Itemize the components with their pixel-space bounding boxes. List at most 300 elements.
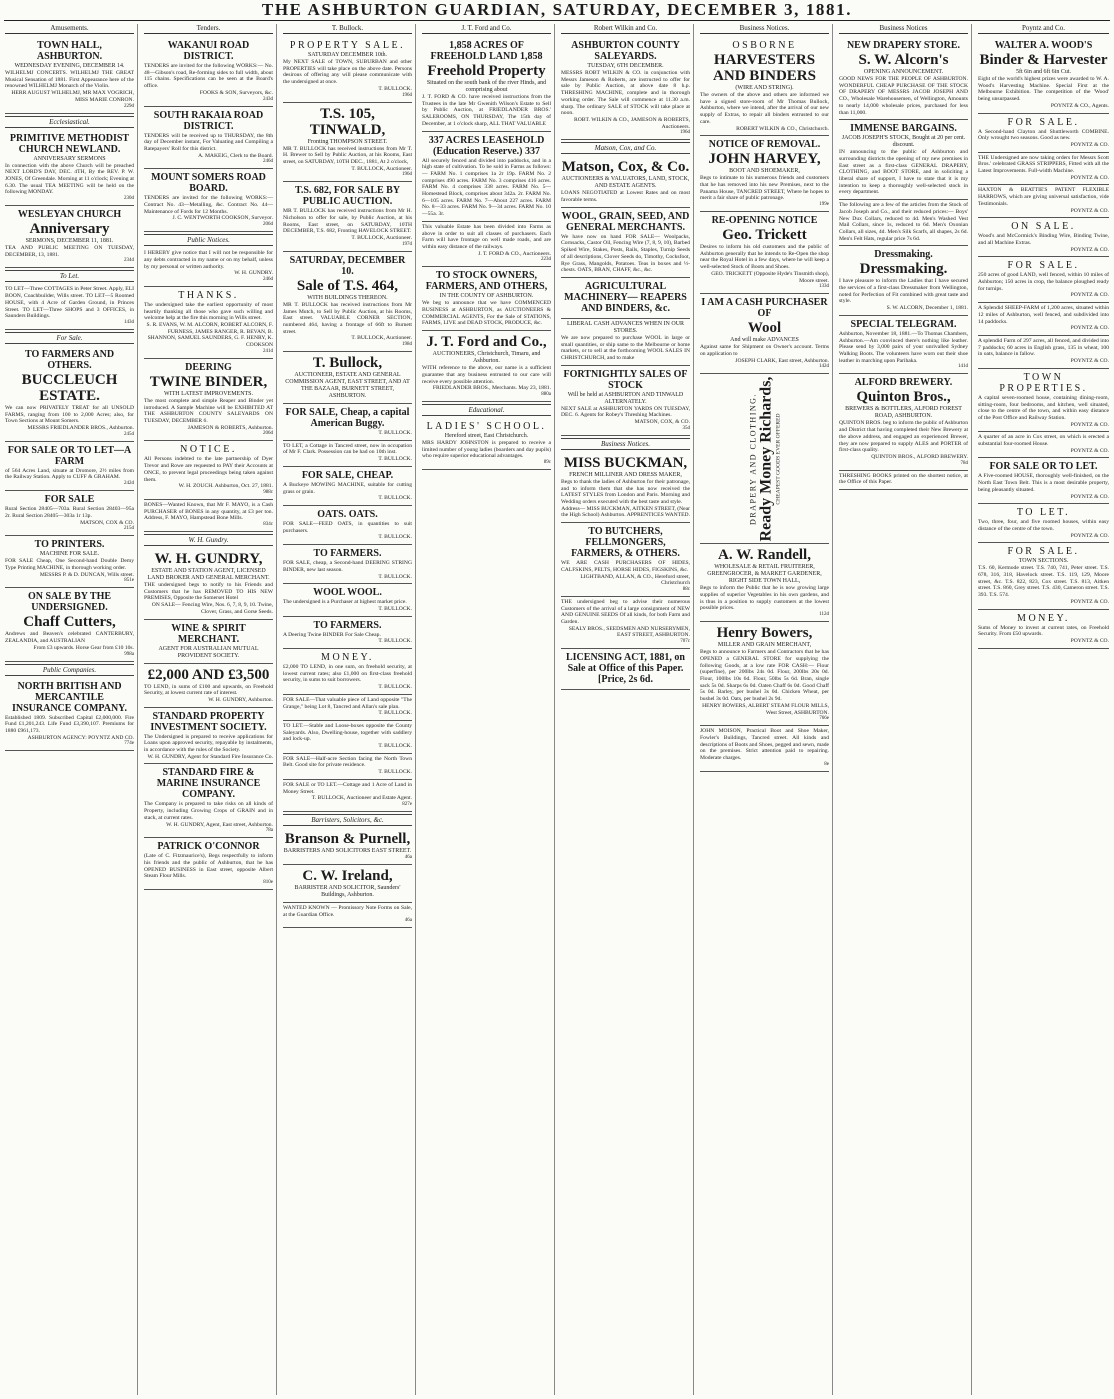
- ad-signature: A. MAKEIG, Clerk to the Board.: [198, 152, 273, 159]
- advertisement: [144, 500, 273, 532]
- ad-title: LADIES' SCHOOL.: [426, 420, 547, 432]
- advertisement: [283, 780, 412, 812]
- section-heading: Public Companies.: [5, 664, 134, 676]
- ad-title: STANDARD FIRE & MARINE INSURANCE COMPANY.: [156, 767, 261, 801]
- ad-body-text: FOR SALE—FEED OATS, in quantities to suit purchasers.: [283, 520, 412, 534]
- advertisement: [700, 294, 829, 374]
- advertisement: [978, 114, 1109, 153]
- ad-signature: MESSRS P. & D. DUNCAN, Wills street.: [39, 571, 134, 578]
- column-heading: Robert Wilkin and Co.: [561, 24, 690, 34]
- ad-title: Dressmaking.: [874, 249, 933, 261]
- advertisement: [283, 506, 412, 545]
- ad-code: 88c: [682, 586, 690, 592]
- ad-signature: HERR AUGUST WILHELMJ, MR MAX VOGRICH, MISS MARIE CONRON.: [11, 90, 134, 103]
- ad-body-text: Ashburton, November 18, 1881.—To Thomas Chambers, Ashburton.—Am convinced there's nothing like leather. Please send by 3,000 pairs of your unrivalled Sydney Walking Boots. The volunteers have worn out their shoe leather in marching upon Parihaka.: [839, 330, 968, 364]
- ad-signature: POYNTZ & CO.: [1070, 358, 1109, 365]
- ad-title: NEW DRAPERY STORE.: [846, 40, 961, 51]
- ad-subtitle: ANNIVERSARY SERMONS: [33, 155, 106, 162]
- ad-signature: T. BULLOCK, Auctioneer and Estate Agent.: [311, 795, 412, 802]
- advertisement: [561, 649, 690, 690]
- vertical-advertisement: [700, 374, 829, 544]
- ad-title: TOWN HALL, ASHBURTON.: [36, 40, 103, 62]
- ad-signature: T. BULLOCK.: [378, 769, 412, 776]
- advertisement: [978, 369, 1109, 433]
- ad-body-text: MESSRS ROBT WILKIN & CO. in conjunction with Messrs Jameson & Roberts, are instructed to offer for sale by Public Auction, at above date 8 h.p. THRESHING MACHINE, complete and in thorough working order. The Sale will commence at 11.30 a.m. sharp. The ordinary SALE of STOCK will take place at noon.: [561, 70, 690, 117]
- advertisement: [283, 404, 412, 441]
- advertisement: [283, 182, 412, 252]
- ad-title: ASHBURTON COUNTY SALEYARDS.: [571, 40, 680, 62]
- ad-subtitle: BREWERS & BOTTLERS, ALFORD FOREST ROAD, ASHBURTON.: [845, 406, 962, 420]
- column-8: [975, 24, 1112, 1395]
- ad-subtitle: Will be held at ASHBURTON AND TINWALD ALTERNATELY.: [567, 391, 684, 405]
- ad-code: 229d: [124, 103, 134, 109]
- ad-code: 196d: [402, 172, 412, 178]
- ad-title: PATRICK O'CONNOR: [157, 841, 260, 853]
- ad-title: SOUTH RAKAIA ROAD DISTRICT.: [153, 109, 264, 132]
- ad-body-text: LOANS NEGOTIATED at Lowest Rates and on most favorable terms.: [561, 190, 690, 204]
- ad-code: 215d: [124, 526, 134, 532]
- ad-subtitle: ESTATE AND STATION AGENT, LICENSED LAND BROKER AND GENERAL MERCHANT.: [147, 568, 270, 582]
- advertisement: [144, 664, 273, 708]
- advertisement: [700, 622, 829, 726]
- advertisement: [283, 695, 412, 721]
- column-heading: Business Notices.: [700, 24, 829, 34]
- advertisement: [700, 212, 829, 294]
- ad-body-text: THRESHING BOOKS printed on the shortest notice, at the Office of this Paper.: [839, 472, 968, 486]
- ad-title: TO LET.: [1016, 507, 1071, 519]
- ad-signature: ROBERT WILKIN & CO., Christchurch.: [736, 125, 829, 132]
- ad-body-text: Wood's and McCormick's Binding Wire, Binding Twine, and all Machine Extras.: [978, 233, 1109, 246]
- ad-signature: T. BULLOCK, Auctioneer.: [351, 235, 412, 242]
- ad-title: ON SALE.: [1011, 221, 1076, 233]
- ad-title: TO FARMERS.: [313, 619, 382, 631]
- ad-body-text: WITH reference to the above, our name is a sufficient guarantee that any business entrusted to our care will receive every possible attention.: [422, 365, 551, 385]
- ad-title: TO FARMERS.: [313, 548, 382, 560]
- ad-signature: S. W. ALCORN, December 1, 1881.: [886, 305, 968, 312]
- advertisement: [283, 352, 412, 404]
- section-heading: Educational.: [422, 404, 551, 416]
- ad-signature: Address— MISS BUCKMAN, AITKEN STREET, (Near the High School) Ashburton. APPRENTICES WANTED.: [561, 505, 690, 519]
- ad-code: 46a: [404, 854, 412, 860]
- ad-body-text: The undersigned is a Purchaser at highest market price.: [283, 599, 407, 606]
- ad-signature: POYNTZ & CO.: [1070, 421, 1109, 428]
- advertisement: [700, 544, 829, 622]
- ad-title: WAKANUI ROAD DISTRICT.: [167, 40, 250, 62]
- advertisement: [978, 432, 1109, 458]
- ad-body-text: MRS HARDY JOHNSTON is prepared to receive a limited number of young ladies (boarders and day pupils) who require superior educational advantages.: [422, 439, 551, 460]
- ad-subtitle: Hereford street, East Christchurch.: [444, 432, 529, 439]
- ad-body-text: TENDERS will be received up to THURSDAY, the 8th day of December instant, For Valuating and Compiling a Ratepayers' Roll for this district.: [144, 132, 273, 152]
- ad-title: TOWN PROPERTIES.: [999, 371, 1088, 394]
- ad-signature: T. BULLOCK.: [378, 573, 412, 580]
- vertical-line-v2: Ready Money Richards,: [757, 376, 774, 542]
- ad-headline: Freehold Property: [427, 63, 546, 79]
- ad-signature: POYNTZ & CO.: [1070, 532, 1109, 539]
- ad-title: 1,858 ACRES OF FREEHOLD LAND 1,858: [430, 40, 543, 62]
- advertisement: [978, 153, 1109, 186]
- advertisement: [144, 548, 273, 620]
- advertisement: [839, 120, 968, 200]
- advertisement: [5, 130, 134, 207]
- ad-code: 198d: [402, 342, 412, 348]
- ad-code: 998a: [124, 651, 134, 657]
- ad-signature: POYNTZ & CO.: [1070, 174, 1109, 181]
- ad-subtitle: LIBERAL CASH ADVANCES WHEN IN OUR STORES.: [566, 320, 685, 334]
- ad-title: WALTER A. WOOD'S: [994, 40, 1093, 51]
- ad-body-text: TENDERS are invited for the following WORKS:— Contract No. 43—Metalling, &c. Contract No. 44—Maintenance of Fords for 12 Months.: [144, 195, 273, 215]
- ad-subtitle: AUCTIONEER, ESTATE AND GENERAL COMMISSION AGENT, EAST STREET, AND AT THE BAZAAR, BURNETT STREET, ASHBURTON.: [285, 372, 410, 400]
- column-heading: Poyntz and Co.: [978, 24, 1109, 34]
- ad-body-text: Desires to inform his old customers and the public of Ashburton generally that he intends to Re-Open the shop near the Royal Hotel in a few days, where he will keep a well-selected Stock of Boots and Shoes.: [700, 244, 829, 271]
- ad-body-text: A Second-hand Clayton and Shuttleworth COMBINE. Only wrought two seasons. Good as new.: [978, 128, 1109, 142]
- vertical-line-v1: DRAPERY AND CLOTHING.: [748, 392, 757, 525]
- ad-signature: T. BULLOCK.: [378, 85, 412, 92]
- ad-code: 774e: [124, 741, 134, 747]
- ad-signature: T. BULLOCK.: [378, 743, 412, 750]
- column-heading: J. T. Ford and Co.: [422, 24, 551, 34]
- ad-body-text: All Persons indebted to the late partnership of Dyer Trevor and Rowe are requested to PAY their Accounts at ONCE, to prevent legal proceedings being taken against them.: [144, 456, 273, 483]
- advertisement: [839, 200, 968, 246]
- advertisement: [144, 708, 273, 765]
- advertisement: [144, 248, 273, 287]
- advertisement: [283, 754, 412, 780]
- ad-code: 206d: [263, 431, 273, 437]
- ad-title: IMMENSE BARGAINS.: [850, 123, 957, 135]
- ad-signature: T. BULLOCK.: [378, 684, 412, 691]
- ad-body-text: THE undersigned beg to advise their numerous Customers of the arrival of a large consignment of NEW AND GENUINE SEEDS Of all kinds, for both Farm and Garden.: [561, 598, 690, 626]
- advertisement: [144, 169, 273, 232]
- ad-headline: Anniversary: [29, 221, 110, 238]
- ad-code: 78d: [960, 460, 968, 466]
- ad-signature: W. H. ZOUCH. Ashburton, Oct. 27, 1881.: [178, 483, 273, 490]
- ad-body-text: Begs to intimate to his numerous friends and customers that he has removed into his new Premises, next to the Panama House, TANCRED STREET, Where he hopes to merit a fair share of public patronage.: [700, 175, 829, 202]
- ad-signature: T. BULLOCK.: [378, 430, 412, 437]
- ad-signature: MATSON, COX, & CO.: [634, 419, 690, 426]
- ad-signature: LIGHTBAND, ALLAN, & CO., Hereford street, Christchurch: [580, 573, 690, 587]
- ad-code: 223d: [541, 257, 551, 263]
- advertisement: [283, 865, 412, 903]
- advertisement: [5, 588, 134, 661]
- ad-body-text: of 564 Acres Land, situate at Dromore, 2½ miles from the Railway Station. Apply to CUFF & GRAHAM.: [5, 467, 134, 481]
- ad-headline: HARVESTERS AND BINDERS: [713, 52, 816, 84]
- advertisement: [978, 218, 1109, 257]
- ad-body-text: 250 acres of good LAND, well fenced, within 10 miles of Ashburton; 150 acres in crop, the balance ploughed ready for turnips.: [978, 272, 1109, 292]
- vertical-text: [748, 376, 781, 541]
- ad-signature: GEO. TRICKETT (Opposite Hyde's Tinsmith shop), Moore street.: [711, 270, 829, 284]
- advertisement: [978, 543, 1109, 609]
- ad-signature: POYNTZ & CO.: [1070, 637, 1109, 644]
- ad-headline: S. W. Alcorn's: [858, 52, 949, 68]
- ad-title: WESLEYAN CHURCH: [17, 209, 122, 221]
- ad-body-text: Against same for Shipment on Owner's account. Terms on application to: [700, 344, 829, 357]
- ad-body-text: JOHN MOISON, Practical Boot and Shoe Maker, Fowler's Buildings, Tancred street. All kinds and descriptions of Boots and Shoes, pegged and sewn, made on the premises. Strict attention paid to repairing. Moderate charges.: [700, 728, 829, 762]
- advertisement: [283, 103, 412, 183]
- ad-signature: W. H. GUNDRY, Agent for Standard Fire Insurance Co.: [147, 753, 273, 760]
- advertisement: [283, 828, 412, 865]
- ad-title: FOR SALE, CHEAP.: [301, 469, 394, 481]
- advertisement: [978, 185, 1109, 218]
- ad-title: TO BUTCHERS, FELLMONGERS, FARMERS, & OTHERS.: [571, 526, 680, 560]
- ad-body-text: The owners of the above and others are informed we have a signed store-room of Mr Thomas Bullock, Ashburton, where we intend, after the arrival of our new supply of Extras, to repair all binders entrusted to our care.: [700, 92, 829, 125]
- advertisement: [839, 374, 968, 470]
- advertisement: [144, 359, 273, 442]
- ad-headline: Matson, Cox, & Co.: [561, 159, 690, 176]
- ad-title: MONEY.: [1017, 612, 1070, 624]
- ad-body-text: My NEXT SALE of TOWN, SUBURBAN and other PROPERTIES will take place on the above date. Persons desirous of offering any will please communicate with the undersigned at once.: [283, 59, 412, 86]
- ad-subtitle: MILLER AND GRAIN MERCHANT,: [717, 642, 812, 649]
- advertisement: [283, 721, 412, 754]
- ad-title: LICENSING ACT, 1881, on Sale at Office of this Paper. [Price, 2s 6d.: [565, 652, 685, 686]
- ad-title: STANDARD PROPERTY INVESTMENT SOCIETY.: [150, 710, 267, 733]
- ad-signature: POYNTZ & CO.: [1070, 447, 1109, 454]
- ad-body-text: We beg to announce that we have COMMENCED BUSINESS at ASHBURTON, as AUCTIONEERS & COMMERCIAL AGENTS, For the Sale of STATIONS, FARMS, LIVE and DEAD STOCK, PRODUCE, &c.: [422, 300, 551, 327]
- ad-title: I AM A CASH PURCHASER OF: [701, 297, 828, 320]
- advertisement: [283, 467, 412, 506]
- advertisement: [283, 252, 412, 352]
- column-2: [141, 24, 277, 1395]
- ad-title: NOTICE OF REMOVAL.: [708, 139, 821, 151]
- ad-signature: T. BULLOCK.: [378, 710, 412, 717]
- ad-body-text: (Late of C. Fitzmaurice's), Begs respectfully to inform his friends and the public of Ashburton, that he has OPENED BUSINESS in East street, opposite Albert Steam Flour Mills.: [144, 853, 273, 880]
- ad-body-text: THE undersigned begs to notify to his Friends and Customers that he has REMOVED TO HIS NEW PREMISES, Opposite the Somerset Hotel: [144, 582, 273, 602]
- advertisement: [283, 584, 412, 616]
- ad-body-text: The Undersigned is prepared to receive applications for Loans upon approved security, repayable by instalments, in accordance with the rules of the Society.: [144, 733, 273, 754]
- ad-code: 810e: [263, 880, 273, 886]
- ad-code: 246d: [263, 276, 273, 282]
- ad-subtitle: TUESDAY, 6TH DECEMBER.: [587, 63, 664, 69]
- advertisement: [978, 336, 1109, 369]
- ad-title: FORTNIGHTLY SALES OF STOCK: [563, 368, 688, 391]
- advertisement: [283, 441, 412, 467]
- ad-code: 988c: [263, 489, 273, 495]
- advertisement: [5, 678, 134, 752]
- ad-headline: Quinton Bros.,: [856, 389, 951, 406]
- column-6: [697, 24, 833, 1395]
- section-heading: Matson, Cox, and Co.: [561, 142, 690, 154]
- advertisement: [283, 617, 412, 649]
- ad-subtitle: AGENT FOR AUSTRALIAN MUTUAL PROVIDENT SOCIETY.: [158, 645, 259, 659]
- ad-subtitle: WHOLESALE & RETAIL FRUITERER, GREENGROCER, & MARKET GARDENER, RIGHT SIDE TOWN HALL,: [707, 564, 822, 585]
- ad-code: 243d: [263, 96, 273, 102]
- advertisement: [839, 37, 968, 120]
- ad-signature: T. BULLOCK.: [378, 605, 412, 612]
- advertisement: [5, 442, 134, 491]
- ad-headline: £2,000 AND £3,500: [147, 666, 270, 683]
- ad-body-text: T.S. 60, Kermode street. T.S. 740, 741, Peter street. T.S. 678, 316, 318, Havelock street. T.S. 119, 129, Moore street, &c. T.S. 822, 823, Cox street. T.S. 813, Aitken street. T.S. 860, Grey street. T.S. 430, Cameron street. T.S. 393. T.S. 574.: [978, 565, 1109, 599]
- advertisement: [561, 452, 690, 523]
- column-1: [2, 24, 138, 1395]
- ad-title: SATURDAY, DECEMBER 10.: [289, 254, 406, 277]
- ad-body-text: TENDERS are invited for the following WORKS:— No. 48—Gibson's road, Re-forming sides to full width, about 115 chains. Specifications can be seen at the Board's office.: [144, 63, 273, 90]
- ad-body-text: In connection with the above Church will be preached NEXT LORD'S DAY, DEC. 4TH, By the REV. P. W. JONES, Of Greendale. Morning at 11 o'clock; Evening at 6.30. The usual TEA MEETING will be held on the following MONDAY.: [5, 162, 134, 196]
- advertisement: [561, 156, 690, 207]
- ad-headline: TWINE BINDER,: [149, 373, 268, 390]
- ad-code: 242d: [124, 481, 134, 487]
- advertisement: [700, 37, 829, 136]
- ad-headline: JOHN HARVEY,: [708, 151, 821, 168]
- ad-signature: T. BULLOCK, Auctioneer.: [351, 165, 412, 172]
- ad-body-text: We have now on hand FOR SALE— Woolpacks, Cornsacks, Castor Oil, Fencing Wire (7, 8, 9, 10), Barbed Spiked Wire, Stakes, Posts, Rails, Staples, Turnip Seeds of all descriptions, Clover Seeds do, Timothy, Cocksfoot, Rye Grass, Mangolds, Potatoes. Teas in boxes and ½-chests. OATS, BRAN, CHAFF, &c., &c.: [561, 233, 690, 274]
- ad-body-text: MR T. BULLOCK has received instructions from Mr James Mutch, to Sell by Public Auction, at his Rooms, East street. VALUABLE CORNER SECTION, numbered 464, having a frontage of 66ft to Burnett street.: [283, 301, 412, 335]
- ad-title: RE-OPENING NOTICE: [711, 215, 818, 227]
- ad-title: ALFORD BREWERY.: [854, 377, 953, 389]
- ad-title: 337 ACRES LEASEHOLD (Education Reserve.) 337: [428, 134, 545, 157]
- advertisement: [144, 441, 273, 500]
- ad-body-text: TO LET, a Cottage in Tancred street, now in occupation of Mr F. Clark. Possession can be had on 10th inst.: [283, 442, 412, 456]
- advertisement: [144, 838, 273, 890]
- ad-body-text: Andrews and Beaven's celebrated CANTERBURY, ZEALANDIA, and AUSTRALIAN: [5, 631, 134, 645]
- ad-body-text: £2,000 TO LEND, in one sum, on freehold security, at lowest current rates; also £1,000 on first-class freehold security, in sums to suit borrowers.: [283, 664, 412, 684]
- ad-subtitle: (WIRE AND STRING).: [735, 85, 794, 91]
- advertisement: [144, 107, 273, 170]
- ad-subtitle: And will make ADVANCES: [730, 337, 799, 344]
- ad-title: WOOL WOOL.: [313, 587, 382, 599]
- ad-body-text: Sums of Money to invest at current rates, on Freehold Security. From £50 upwards.: [978, 624, 1109, 638]
- ad-headline: Wool: [747, 320, 782, 337]
- ad-signature: MATSON, COX & CO.: [80, 519, 134, 526]
- ad-signature: T. BULLOCK.: [378, 534, 412, 541]
- ad-subtitle: SATURDAY DECEMBER 10th.: [307, 52, 388, 58]
- ad-signature: POYNTZ & CO.: [1070, 598, 1109, 605]
- ad-subtitle: SERMONS, DECEMBER 11, 1881.: [25, 238, 114, 245]
- ad-title: FOR SALE.: [1007, 116, 1080, 128]
- advertisement: [422, 331, 551, 402]
- ad-title: AGRICULTURAL MACHINERY— REAPERS AND BINDERS, &c.: [564, 280, 687, 314]
- ad-code: 246d: [263, 159, 273, 165]
- advertisement: [283, 545, 412, 584]
- ad-subtitle: BARRISTERS AND SOLICITORS EAST STREET.: [283, 847, 412, 854]
- ad-headline: J. T. Ford and Co.,: [426, 334, 547, 351]
- ad-signature: POYNTZ & CO.: [1070, 493, 1109, 500]
- ad-signature: T. BULLOCK.: [378, 456, 412, 463]
- ad-title: WOOL, GRAIN, SEED, AND GENERAL MERCHANTS.: [561, 210, 690, 233]
- section-heading: W. H. Gundry.: [144, 534, 273, 546]
- masthead: [0, 0, 1114, 20]
- ad-body-text: FOR SALE—Half-acre Section facing the North Town Belt. Good site for private residence.: [283, 755, 412, 769]
- advertisement: [5, 206, 134, 268]
- advertisement: [422, 222, 551, 268]
- ad-signature: J. C. WENTWORTH COOKSON, Surveyor.: [172, 215, 273, 222]
- ad-title: NORTH BRITISH AND MERCANTILE INSURANCE COMPANY.: [11, 680, 127, 714]
- ad-code: 197d: [402, 241, 412, 247]
- ad-headline: Geo. Trickett: [722, 227, 807, 244]
- ad-code: 245d: [124, 431, 134, 437]
- ad-code: 241d: [263, 348, 273, 354]
- ad-title: NOTICE.: [180, 444, 237, 456]
- ad-signature: QUINTON BROS., ALFORD BREWERY.: [871, 453, 968, 460]
- ad-headline: Henry Bowers,: [716, 625, 813, 642]
- ad-code: 206d: [263, 222, 273, 228]
- ad-body-text: The following are a few of the articles from the Stock of Jacob Joseph and Co., and their reduced prices:— Boys' New Dux Collars, reduced to 4d. Men's Washed Vest Mail Collars, since 1s, reduced to 6d. Men's Oxonian Collars, all sizes, 4d. Men's Silk Scarfs, all shapes, 2s 6d. Men's Felt Hats, regular price 7s 6d.: [839, 202, 968, 242]
- ad-code: 234d: [124, 258, 134, 264]
- advertisement: [839, 471, 968, 490]
- ad-code: 143d: [124, 319, 134, 325]
- ad-body-text: NEXT SALE at ASHBURTON YARDS ON TUESDAY, DEC. 6. Agents for Robey's Threshing Machines.: [561, 405, 690, 419]
- ad-body-text: GOOD NEWS FOR THE PEOPLE OF ASHBURTON. WONDERFUL CHEAP PURCHASE OF THE STOCK OF DRAPERY OF MESSRS JACOB JOSEPH AND CO., Wholesale Warehousemen, of Wellington, Amounts to nearly 14,000 wholesale prices, purchased for less than 11,000.: [839, 76, 968, 116]
- advertisement: [283, 649, 412, 695]
- ad-title: TO STOCK OWNERS, FARMERS, AND OTHERS,: [425, 270, 548, 293]
- ad-signature: W. H. GUNDRY.: [234, 270, 273, 277]
- ad-body-text: WILHELMJ CONCERTS. WILHELMJ THE GREAT Musical Sensation of 1881. First Appearance here of the renowned WILHELMJ Monarch of the Violin.: [5, 70, 134, 90]
- advertisement: [839, 316, 968, 375]
- advertisement: [978, 303, 1109, 336]
- advertisement: [5, 491, 134, 536]
- ad-body-text: J. T. FORD & CO. have received instructions from the Trustees in the late Mr Gwenith Wilson's Estate to Sell by Public Auction, at FRIEDLANDER BROS.' SALEROOMS, ON THURSDAY, The 15th day of December, at 1 o'clock sharp, ALL THAT VALUABLE: [422, 94, 551, 127]
- ad-headline: BUCCLEUCH ESTATE.: [21, 371, 118, 404]
- ad-headline: Sale of T.S. 464,: [296, 277, 399, 294]
- ad-title: WINE & SPIRIT MERCHANT.: [171, 622, 246, 645]
- ad-title: DEERING: [185, 361, 232, 373]
- ad-signature: T. BULLOCK.: [378, 638, 412, 645]
- advertisement: [561, 37, 690, 140]
- ad-subtitle: WITH BUILDINGS THEREON.: [307, 294, 388, 301]
- advertisement: [422, 418, 551, 470]
- ad-title: ON SALE BY THE UNDERSIGNED.: [27, 591, 112, 614]
- ad-headline: Binder & Harvester: [979, 52, 1108, 68]
- section-heading: To Let.: [5, 270, 134, 282]
- ad-body-text: TO LEND, in sums of £100 and upwards, on Freehold Security, at lowest current rate of interest.: [144, 683, 273, 697]
- ad-title: THANKS.: [178, 289, 239, 301]
- ad-signature: HENRY BOWERS, ALBERT STEAM FLOUR MILLS, West Street, ASHBURTON.: [702, 702, 829, 716]
- ad-body-text: I have pleasure to inform the Ladies that I have secured the services of a first-class Dressmaker from Wellington, noted for Perfection of Fit combined with great taste and style.: [839, 278, 968, 305]
- ad-body-text: A capital seven-roomed house, containing dining-room, sitting-room, four bedrooms, and kitchen, well situated, close to the centre of the town, and within easy distance of the Post Office and Railway Station.: [978, 394, 1109, 421]
- ad-body-text: All securely fenced and divided into paddocks, and in a high state of cultivation. To be sold in Farms as follows:— FARM No. 1 comprises 1a 2r 19p. FARM No. 2 comprises 490 acres. FARM No. 3 comprises 416 acres. FARM No. 4 comprises 338 acres. FARM No. 5—Homestead Block, comprises about 342a. 2r. FARM No. 6—105 acres. FARM No. 7—About 227 acres. FARM No. 8—33 acres. FARM No. 9—34 acres. FARM No. 10—55a. 3r.: [422, 157, 551, 218]
- section-heading: Barristers, Solicitors, &c.: [283, 814, 412, 826]
- ad-subtitle: FRENCH MILLINER AND DRESS MAKER,: [569, 471, 682, 478]
- ad-signature: MESSRS FRIEDLANDER BROS., Ashburton.: [27, 425, 134, 432]
- ad-headline: Dressmaking.: [859, 261, 948, 278]
- advertisement: [144, 764, 273, 838]
- advertisement: [700, 726, 829, 772]
- ad-subtitle: MACHINE FOR SALE.: [39, 551, 100, 558]
- column-heading: T. Bullock.: [283, 24, 412, 34]
- ad-signature: FOOKS & SON, Surveyors, &c.: [199, 89, 273, 96]
- ad-title: FOR SALE OR TO LET—A FARM: [7, 444, 132, 467]
- section-heading: Public Notices.: [144, 234, 273, 246]
- ad-body-text: Begs to inform the Public that he is now growing large supplies of superior Vegetables in his own gardens, and is thus in a position to supply customers at the lowest possible prices.: [700, 585, 829, 612]
- ad-headline: C. W. Ireland,: [302, 867, 393, 884]
- ad-body-text: A Five-roomed HOUSE, thoroughly well-finished, on the North East Town Belt. This is a most desirable property, being pleasantly situated.: [978, 473, 1109, 493]
- ad-code: 142d: [819, 364, 829, 370]
- ad-body-text: A Splendid SHEEP-FARM of 1,200 acres, situated within 12 miles of Ashburton, well fenced, and subdivided into 14 paddocks.: [978, 305, 1109, 325]
- ad-code: 851e: [124, 578, 134, 584]
- ad-signature: POYNTZ & CO., Agents.: [1050, 102, 1109, 109]
- ad-body-text: A splendid Farm of 297 acres, all fenced, and divided into 7 paddocks; 60 acres in English grass, 135 in wheat, 100 in oats, balance in fallow.: [978, 337, 1109, 358]
- ad-body-text: Eight of the world's highest prizes were awarded to W. A. Wood's Harvesting Machine. Special First at the Melbourne Exhibition. The competition of the 'Wood' being unsurpassed.: [978, 76, 1109, 103]
- ad-subtitle: 5ft 6in and 6ft 6in Cut.: [1016, 69, 1071, 75]
- ad-code: 196d: [680, 130, 690, 136]
- ad-code: 199e: [819, 202, 829, 208]
- ad-body-text: Rural Section 28405—703a. Rural Section 28403—95a 2r. Rural Section 28405—303a 1r 13p.: [5, 506, 134, 519]
- ad-title: TO PRINTERS.: [34, 539, 105, 551]
- ad-body-text: WANTED KNOWN — Promissory Note Forms on Sale, at the Guardian Office.: [283, 904, 412, 918]
- ad-body-text: THE Undersigned are now taking orders for Messrs Scott Bros.' celebrated GRASS STRIPPERS, Fitted with all the Latest Improvements. Full-width Machine.: [978, 154, 1109, 175]
- ad-body-text: QUINTON BROS. beg to inform the public of Ashburton and District that having completed their New Brewery at the above address, and engaged an experienced Brewer, they are now prepared to supply ALES and PORTER of first-class quality.: [839, 420, 969, 454]
- ad-code: 141d: [958, 364, 968, 370]
- ad-headline: Branson & Purnell,: [284, 830, 411, 847]
- advertisement: [283, 37, 412, 103]
- ad-body-text: A Deering Twine BINDER For Sale Cheap.: [283, 631, 381, 638]
- ad-headline: W. H. GUNDRY,: [154, 551, 263, 568]
- ad-signature: POYNTZ & CO.: [1070, 207, 1109, 214]
- ad-body-text: FOR SALE or TO LET.—Cottage and 1 Acre of Land in Money Street.: [283, 781, 412, 795]
- ad-signature: J. T. FORD & CO., Auctioneers.: [478, 250, 551, 257]
- ad-signature: S. R. EVANS, W. M. ALCORN, ROBERT ALCORN, F. FURNESS, JAMES RANGER, R. BEVAN, B. SHANNON, SAMUEL SAUNDERS, G. F. HENRY, K. COOKSON: [146, 322, 273, 349]
- ad-code: 766e: [819, 716, 829, 722]
- ad-subtitle: JACOB JOSEPH'S STOCK, Bought at 20 per cent. discount.: [841, 135, 966, 149]
- column-heading: Amusements.: [5, 24, 134, 34]
- ad-subtitle: BARRISTER AND SOLICITOR, Saunders' Buildings, Ashburton.: [294, 884, 401, 898]
